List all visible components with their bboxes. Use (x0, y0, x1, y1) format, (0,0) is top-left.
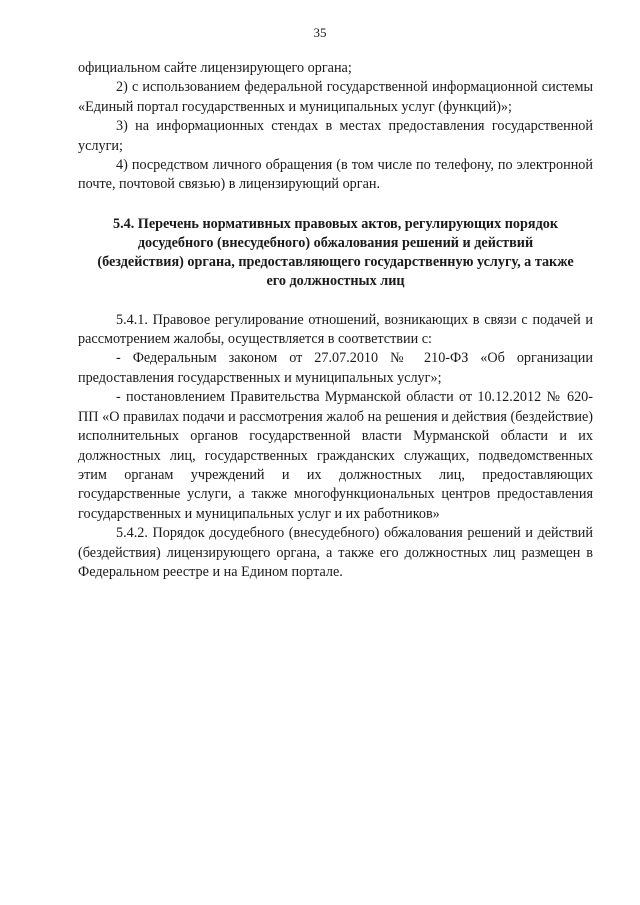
section-heading-line: досудебного (внесудебного) обжалования решений и действий (137, 235, 534, 252)
paragraph: 5.4.2. Порядок досудебного (внесудебного) обжалования решений и действий (бездействия) лицензирующего органа, а также его должностных лиц размещен в Федеральном реестре и на Едином портале. (78, 525, 593, 580)
paragraph: 2) с использованием федеральной государственной информационной системы «Единый портал государственных и муниципальных услуг (функций)»; (78, 79, 593, 115)
paragraph: официальном сайте лицензирующего органа; (78, 60, 352, 76)
page-body (78, 59, 593, 582)
section-heading-line: его должностных лиц (266, 273, 405, 290)
paragraph: - постановлением Правительства Мурманской области от 10.12.2012 № 620-ПП «О правилах подачи и рассмотрения жалоб на решения и действия (бездействие) исполнительных органов государственной власти Мурманской области и их должностных лиц, государственных гражданских служащих, подведомственных этим органам учреждений и их должностных лиц, предоставляющих государственные услуги, а также многофункциональных центров предоставления государственных и муниципальных услуг и их работников» (78, 389, 593, 522)
paragraph: 4) посредством личного обращения (в том числе по телефону, по электронной почте, почтовой связью) в лицензирующий орган. (78, 157, 593, 193)
paragraph: - Федеральным законом от 27.07.2010 № 210-ФЗ «Об организации предоставления государственных и муниципальных услуг»; (78, 350, 593, 386)
section-heading-line: 5.4. Перечень нормативных правовых актов, регулирующих порядок (112, 215, 559, 232)
section-heading-line: (бездействия) органа, предоставляющего государственную услугу, а также (97, 254, 574, 271)
paragraph: 3) на информационных стендах в местах предоставления государственной услуги; (78, 118, 593, 154)
section-heading (78, 215, 593, 292)
paragraph: 5.4.1. Правовое регулирование отношений, возникающих в связи с подачей и рассмотрением жалобы, осуществляется в соответствии с: (78, 311, 593, 348)
page-number: 35 (313, 25, 327, 40)
